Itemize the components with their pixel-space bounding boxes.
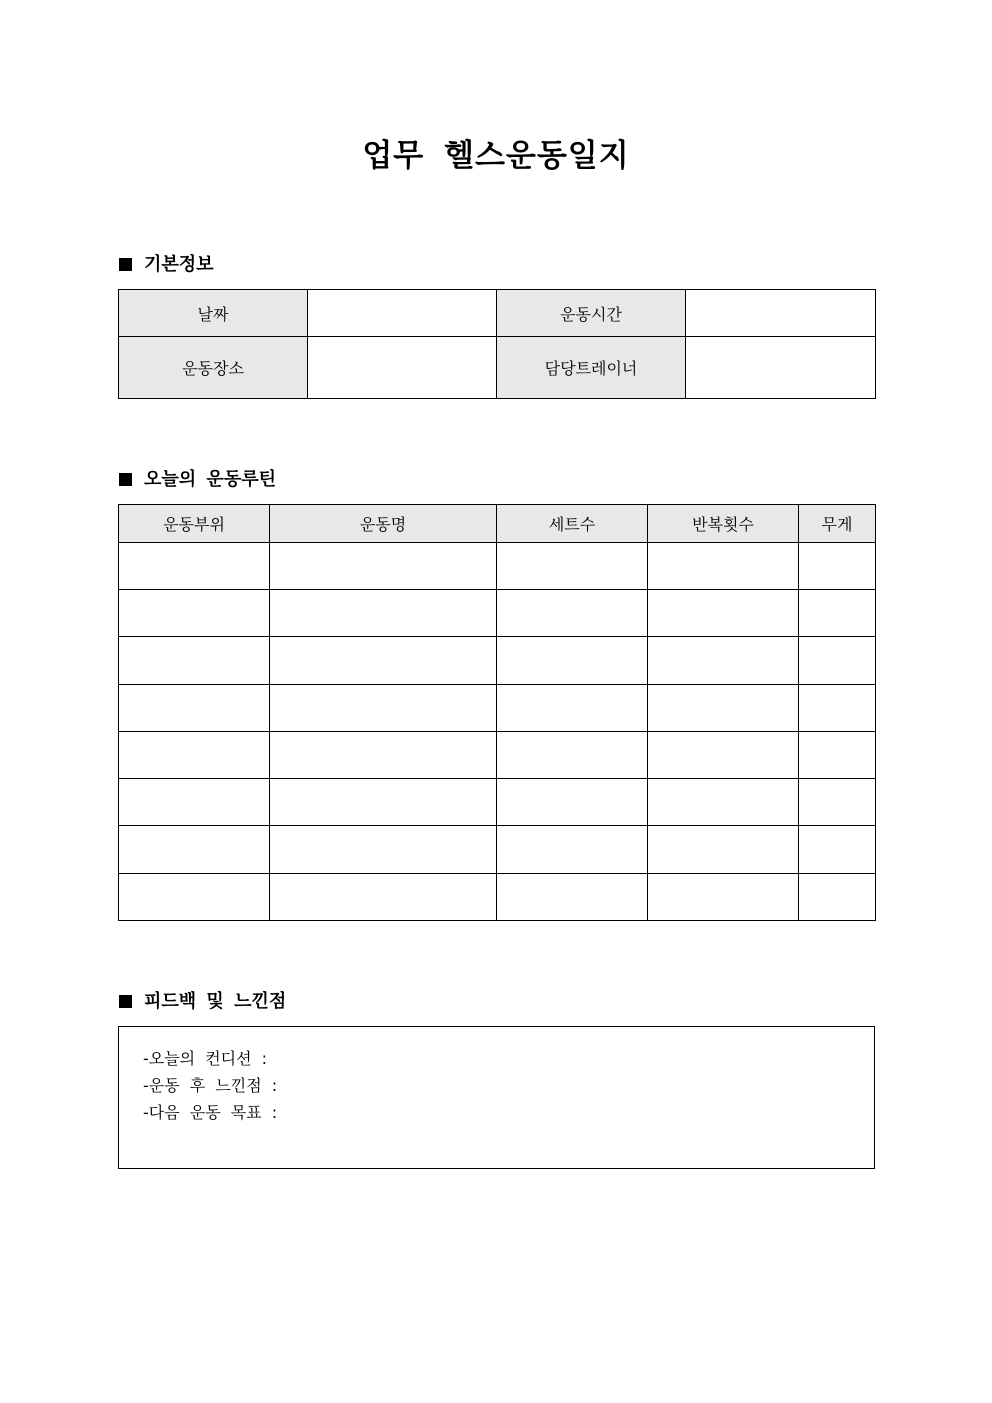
- table-cell[interactable]: [119, 590, 270, 637]
- table-cell[interactable]: [497, 590, 648, 637]
- routine-heading: [119, 468, 276, 492]
- after-workout-feeling-line: -운동 후 느낀점 :: [143, 1076, 278, 1095]
- basic-info-table: [118, 289, 876, 399]
- table-cell[interactable]: [648, 590, 799, 637]
- table-cell[interactable]: [799, 826, 876, 874]
- square-bullet-icon: [119, 473, 132, 486]
- table-cell[interactable]: [648, 543, 799, 590]
- table-cell[interactable]: [497, 543, 648, 590]
- trainer-label: 담당트레이너: [497, 337, 686, 399]
- table-cell[interactable]: [119, 826, 270, 874]
- workout-time-field[interactable]: [686, 290, 876, 337]
- table-cell[interactable]: [497, 874, 648, 921]
- table-cell[interactable]: [270, 874, 497, 921]
- table-cell[interactable]: [648, 685, 799, 732]
- table-cell[interactable]: [270, 637, 497, 685]
- trainer-field[interactable]: [686, 337, 876, 399]
- table-cell[interactable]: [497, 685, 648, 732]
- table-cell[interactable]: [270, 543, 497, 590]
- table-row: [119, 637, 876, 685]
- column-header-weight: 무게: [799, 505, 876, 543]
- table-row: [119, 874, 876, 921]
- table-cell[interactable]: [119, 732, 270, 779]
- table-cell[interactable]: [648, 779, 799, 826]
- table-cell[interactable]: [119, 543, 270, 590]
- table-cell[interactable]: [648, 637, 799, 685]
- table-cell[interactable]: [799, 874, 876, 921]
- column-header-sets: 세트수: [497, 505, 648, 543]
- table-row: [119, 590, 876, 637]
- table-cell[interactable]: [648, 826, 799, 874]
- feedback-lines: [143, 1045, 277, 1126]
- basic-info-row: [119, 290, 876, 337]
- feedback-heading: [119, 990, 286, 1014]
- table-cell[interactable]: [119, 874, 270, 921]
- table-cell[interactable]: [799, 685, 876, 732]
- table-cell[interactable]: [497, 826, 648, 874]
- table-cell[interactable]: [270, 826, 497, 874]
- table-cell[interactable]: [270, 732, 497, 779]
- table-cell[interactable]: [799, 779, 876, 826]
- routine-heading-text: 오늘의 운동루틴: [144, 469, 276, 490]
- table-cell[interactable]: [497, 779, 648, 826]
- table-cell[interactable]: [648, 732, 799, 779]
- table-row: [119, 732, 876, 779]
- table-row: [119, 826, 876, 874]
- workout-place-label: 운동장소: [119, 337, 308, 399]
- next-goal-line: -다음 운동 목표 :: [143, 1103, 278, 1122]
- workout-time-label: 운동시간: [497, 290, 686, 337]
- feedback-heading-text: 피드백 및 느낀점: [144, 991, 287, 1012]
- date-field[interactable]: [308, 290, 497, 337]
- date-label: 날짜: [119, 290, 308, 337]
- page-title: 업무 헬스운동일지: [362, 138, 630, 174]
- table-row: [119, 543, 876, 590]
- table-cell[interactable]: [270, 779, 497, 826]
- column-header-exercise-name: 운동명: [270, 505, 497, 543]
- table-cell[interactable]: [270, 685, 497, 732]
- table-cell[interactable]: [799, 732, 876, 779]
- column-header-body-part: 운동부위: [119, 505, 270, 543]
- feedback-box[interactable]: [118, 1026, 875, 1169]
- table-cell[interactable]: [270, 590, 497, 637]
- column-header-reps: 반복횟수: [648, 505, 799, 543]
- routine-header-row: [119, 505, 876, 543]
- table-cell[interactable]: [799, 543, 876, 590]
- table-row: [119, 685, 876, 732]
- table-cell[interactable]: [799, 590, 876, 637]
- condition-line: -오늘의 컨디션 :: [143, 1049, 268, 1068]
- table-cell[interactable]: [119, 685, 270, 732]
- basic-info-heading: [119, 253, 214, 277]
- table-cell[interactable]: [648, 874, 799, 921]
- table-cell[interactable]: [497, 732, 648, 779]
- table-row: [119, 779, 876, 826]
- table-cell[interactable]: [799, 637, 876, 685]
- basic-info-heading-text: 기본정보: [144, 254, 214, 275]
- basic-info-row: [119, 337, 876, 399]
- table-cell[interactable]: [119, 779, 270, 826]
- routine-table: [118, 504, 876, 921]
- table-cell[interactable]: [119, 637, 270, 685]
- table-cell[interactable]: [497, 637, 648, 685]
- square-bullet-icon: [119, 258, 132, 271]
- square-bullet-icon: [119, 995, 132, 1008]
- workout-place-field[interactable]: [308, 337, 497, 399]
